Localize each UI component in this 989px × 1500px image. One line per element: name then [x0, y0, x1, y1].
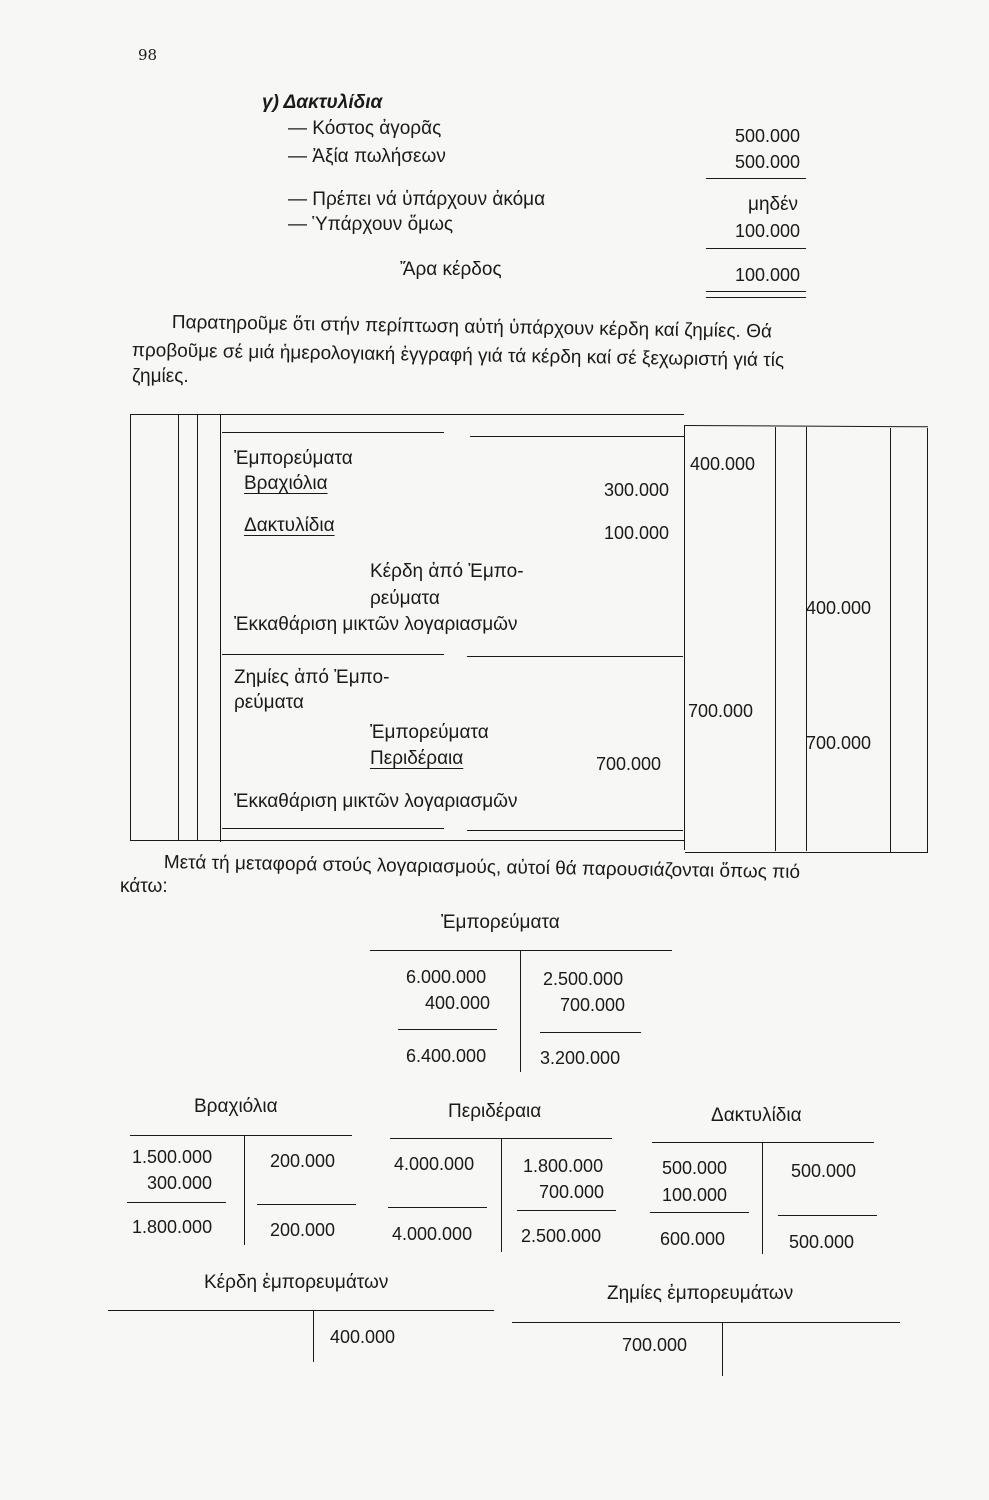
- credit-entry: 500.000: [791, 1161, 857, 1181]
- rule: [706, 248, 806, 249]
- journal-credit-total: 400.000: [806, 598, 872, 618]
- exist-value: 100.000: [735, 221, 801, 241]
- debit-total: 600.000: [660, 1229, 726, 1249]
- section-heading: γ) Δακτυλίδια: [262, 92, 383, 113]
- debit-entry: 700.000: [622, 1335, 688, 1355]
- debit-entry: 300.000: [147, 1173, 213, 1193]
- cost-value: 500.000: [735, 126, 801, 146]
- journal-narration: Ἐκκαθάριση μικτῶν λογαριασμῶν: [234, 614, 518, 635]
- t-account-title: Βραχιόλια: [194, 1096, 278, 1117]
- journal-sub-amount: 300.000: [604, 480, 670, 500]
- debit-entry: 400.000: [425, 993, 491, 1013]
- journal-sub-amount: 700.000: [596, 754, 662, 774]
- paragraph-line: ζημίες.: [132, 366, 189, 387]
- journal-credit-account: Κέρδη ἀπό Ἐμπο-: [370, 561, 524, 582]
- debit-entry: 6.000.000: [406, 967, 487, 987]
- rule: [706, 178, 806, 179]
- journal-narration: Ἐκκαθάριση μικτῶν λογαριασμῶν: [234, 791, 518, 812]
- journal-credit-total: 700.000: [806, 733, 872, 753]
- sales-label: — Ἀξία πωλήσεων: [288, 146, 446, 167]
- journal-sub-account: Περιδέραια: [370, 748, 464, 769]
- debit-total: 6.400.000: [406, 1046, 487, 1066]
- debit-entry: 1.500.000: [132, 1147, 213, 1167]
- credit-total: 500.000: [789, 1232, 855, 1252]
- debit-total: 4.000.000: [392, 1224, 473, 1244]
- paragraph-line: Παρατηροῦμε ὅτι στήν περίπτωση αὐτή ὑπάρχουν κέρδη καί ζημίες. Θά: [171, 312, 773, 343]
- debit-entry: 500.000: [662, 1158, 728, 1178]
- t-account-title: Περιδέραια: [448, 1101, 542, 1122]
- double-rule: [706, 291, 806, 292]
- double-rule: [706, 297, 806, 298]
- profit-label: Ἄρα κέρδος: [400, 259, 502, 280]
- credit-total: 2.500.000: [521, 1226, 602, 1246]
- credit-entry: 400.000: [330, 1327, 396, 1347]
- journal-credit-account: Ἐμπορεύματα: [370, 722, 489, 743]
- t-account-title: Ἐμπορεύματα: [441, 912, 560, 933]
- profit-value: 100.000: [735, 265, 801, 285]
- debit-entry: 4.000.000: [394, 1154, 475, 1174]
- should-exist-value: μηδέν: [748, 194, 799, 215]
- journal-credit-account: ρεύματα: [370, 588, 440, 609]
- exist-label: — Ὑπάρχουν ὅμως: [288, 214, 454, 235]
- journal-sub-account: Βραχιόλια: [244, 473, 328, 494]
- cost-label: — Κόστος ἀγορᾶς: [288, 118, 442, 139]
- credit-total: 3.200.000: [540, 1048, 621, 1068]
- sales-value: 500.000: [735, 152, 801, 172]
- t-account-title: Δακτυλίδια: [711, 1105, 802, 1126]
- paragraph-line: προβοῦμε σέ μιά ἡμερολογιακή ἐγγραφή γιά τά κέρδη καί σέ ξεχωριστή γιά τίς: [131, 340, 785, 372]
- journal-debit-account: Ἐμπορεύματα: [234, 448, 353, 469]
- credit-entry: 2.500.000: [543, 969, 624, 989]
- page-number: 98: [138, 46, 158, 64]
- transfer-text: κάτω:: [120, 876, 168, 897]
- transfer-text: Μετά τή μεταφορά στούς λογαριασμούς, αὐτοί θά παρουσιάζονται ὅπως πιό: [163, 852, 801, 883]
- credit-entry: 700.000: [539, 1182, 605, 1202]
- journal-sub-amount: 100.000: [604, 523, 670, 543]
- t-account-title: Κέρδη ἐμπορευμάτων: [204, 1272, 389, 1293]
- credit-entry: 1.800.000: [523, 1156, 604, 1176]
- t-account-title: Ζημίες ἐμπορευμάτων: [607, 1283, 794, 1304]
- journal-debit-total: 700.000: [688, 701, 754, 721]
- journal-debit-account: ρεύματα: [234, 692, 304, 713]
- should-exist-label: — Πρέπει νά ὑπάρχουν ἀκόμα: [288, 189, 546, 210]
- journal-debit-total: 400.000: [690, 454, 756, 474]
- debit-total: 1.800.000: [132, 1217, 213, 1237]
- credit-total: 200.000: [270, 1220, 336, 1240]
- credit-entry: 200.000: [270, 1151, 336, 1171]
- debit-entry: 100.000: [662, 1185, 728, 1205]
- journal-debit-account: Ζημίες ἀπό Ἐμπο-: [234, 667, 390, 688]
- credit-entry: 700.000: [560, 995, 626, 1015]
- journal-sub-account: Δακτυλίδια: [244, 515, 335, 536]
